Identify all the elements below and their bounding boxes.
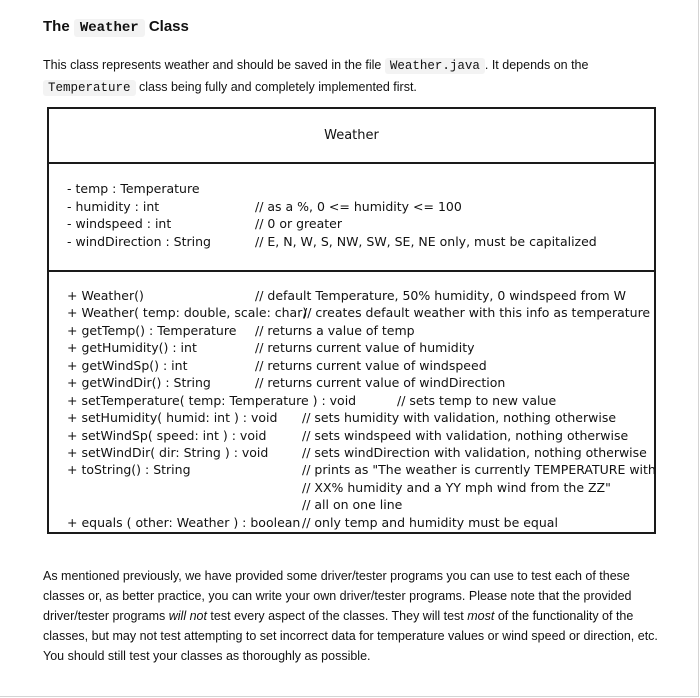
method-comment: // XX% humidity and a YY mph wind from the ZZ" — [302, 480, 611, 495]
title-prefix: The — [43, 18, 70, 35]
method-comment: // returns current value of humidity — [255, 340, 475, 355]
outro-paragraph — [43, 566, 663, 666]
attr-sig-windspeed: - windspeed : int — [67, 216, 172, 231]
outro-text-1: As mentioned previously, we have provided some driver/tester programs you can use to test each of these classes or, as better practice, you can write your own driver/tester programs. Please note that the provided driver/tester programs — [43, 569, 632, 623]
attr-sig-winddirection: - windDirection : String — [67, 234, 211, 249]
intro-text-1: This class represents weather and should be saved in the file — [43, 58, 382, 72]
method-comment: // prints as "The weather is currently TEMPERATURE with — [302, 462, 656, 477]
method-comment: // sets temp to new value — [397, 393, 557, 408]
title-suffix: Class — [148, 18, 189, 35]
method-comment: // returns current value of windDirection — [255, 375, 506, 390]
method-comment: // default Temperature, 50% humidity, 0 windspeed from W — [255, 288, 627, 303]
method-comment: // sets humidity with validation, nothing otherwise — [302, 410, 617, 425]
outro-text-3: of the functionality of the classes, but may not test attempting to set incorrect data for temperature values or wind speed or direction, etc. You should still test your classes as thoroughly as possible. — [43, 609, 658, 663]
outro-text-2: test every aspect of the classes. They will test — [206, 609, 468, 623]
method-sig: + setTemperature( temp: Temperature ) : void — [67, 393, 357, 408]
method-comment: // only temp and humidity must be equal — [302, 515, 558, 530]
intro-paragraph — [43, 55, 643, 99]
method-sig: + setWindDir( dir: String ) : void — [67, 445, 269, 460]
uml-class-name: Weather — [49, 109, 654, 164]
title-class-code: Weather — [74, 19, 145, 37]
attr-sig-humidity: - humidity : int — [67, 199, 160, 214]
method-comment: // returns current value of windspeed — [255, 358, 487, 373]
attr-comment-winddirection: // E, N, W, S, NW, SW, SE, NE only, must be capitalized — [255, 234, 597, 249]
intro-file-code: Weather.java — [385, 58, 485, 74]
method-comment: // creates default weather with this info as temperature — [303, 305, 651, 320]
method-comment: // all on one line — [302, 497, 403, 512]
uml-attributes — [49, 164, 654, 272]
method-comment: // sets windspeed with validation, nothing otherwise — [302, 428, 629, 443]
method-sig: + setWindSp( speed: int ) : void — [67, 428, 267, 443]
attr-comment-windspeed: // 0 or greater — [255, 216, 342, 231]
outro-emphasis-will-not: will not — [168, 609, 207, 623]
page-title — [43, 18, 189, 36]
uml-class-diagram — [47, 107, 656, 534]
method-sig: + toString() : String — [67, 462, 191, 477]
attr-sig-temp: - temp : Temperature — [67, 181, 200, 196]
outro-emphasis-most: most — [467, 609, 495, 623]
method-comment: // sets windDirection with validation, nothing otherwise — [302, 445, 647, 460]
method-comment: // returns a value of temp — [255, 323, 415, 338]
method-sig: + getHumidity() : int — [67, 340, 197, 355]
intro-dep-code: Temperature — [43, 80, 136, 96]
method-sig: + getWindDir() : String — [67, 375, 211, 390]
method-sig: + getTemp() : Temperature — [67, 323, 237, 338]
intro-text-3: class being fully and completely implemented first. — [139, 80, 417, 94]
method-sig: + equals ( other: Weather ) : boolean — [67, 515, 301, 530]
method-sig: + Weather( temp: double, scale: char) — [67, 305, 308, 320]
method-sig: + setHumidity( humid: int ) : void — [67, 410, 278, 425]
intro-text-2: . It depends on the — [484, 58, 589, 72]
method-sig: + getWindSp() : int — [67, 358, 188, 373]
method-sig: + Weather() — [67, 288, 144, 303]
attr-comment-humidity: // as a %, 0 <= humidity <= 100 — [255, 199, 462, 214]
